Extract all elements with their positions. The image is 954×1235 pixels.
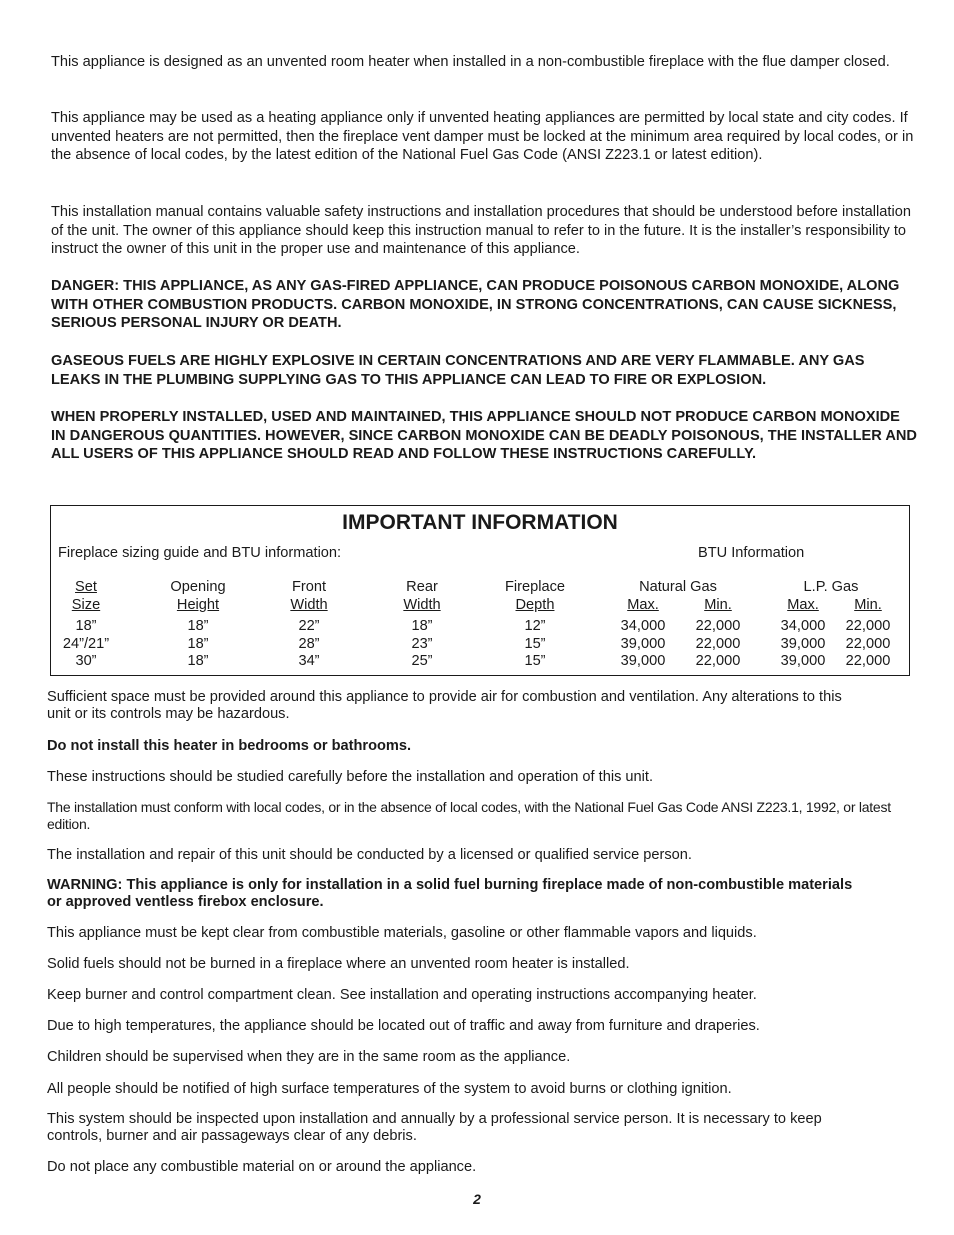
header-front-width: Front Width: [290, 579, 328, 613]
important-information-title: IMPORTANT INFORMATION: [342, 511, 618, 534]
header-lp-gas-min: Min.: [854, 596, 882, 613]
table-column-lp-gas-max: 34,000 39,000 39,000: [780, 618, 826, 669]
note-licensed-person: The installation and repair of this unit should be conducted by a licensed or qualified service person.: [47, 847, 692, 863]
table-column-natural-gas-min: 22,000 22,000 22,000: [695, 618, 741, 669]
header-set-size: Set Size: [71, 579, 101, 613]
note-surface-temperatures: All people should be notified of high surface temperatures of the system to avoid burns or clothing ignition.: [47, 1081, 732, 1097]
header-rear-width: Rear Width: [403, 579, 441, 613]
table-column-set-size: 18” 24”/21” 30”: [62, 618, 110, 669]
intro-paragraph-2: This appliance may be used as a heating appliance only if unvented heating appliances are permitted by local state and city codes. If unvented heaters are not permitted, then the fireplace vent damper must be locked at the minimum area required by local codes, or in the absence of local codes, by the latest edition of the National Fuel Gas Code (ANSI Z223.1 or latest edition).: [51, 110, 914, 164]
note-annual-inspection: This system should be inspected upon installation and annually by a professional service person. It is necessary to keep controls, burner and air passageways clear of any debris.: [47, 1111, 822, 1144]
note-local-codes: The installation must conform with local codes, or in the absence of local codes, with the National Fuel Gas Code ANSI Z223.1, 1992, or latest edition.: [47, 799, 891, 832]
note-no-bedrooms: Do not install this heater in bedrooms or bathrooms.: [47, 738, 412, 754]
page-number: 2: [473, 1191, 481, 1207]
note-combustible-clearance: This appliance must be kept clear from combustible materials, gasoline or other flammable vapors and liquids.: [47, 925, 757, 941]
table-column-rear-width: 18” 23” 25”: [411, 618, 433, 669]
table-column-natural-gas-max: 34,000 39,000 39,000: [620, 618, 666, 669]
table-column-front-width: 22” 28” 34”: [298, 618, 320, 669]
note-space-requirement: Sufficient space must be provided around this appliance to provide air for combustion and ventilation. Any alterations to this unit or its controls may be hazardous.: [47, 689, 842, 722]
note-high-temperatures: Due to high temperatures, the appliance should be located out of traffic and away from furniture and draperies.: [47, 1018, 760, 1034]
intro-paragraph-1: This appliance is designed as an unvented room heater when installed in a non-combustible fireplace with the flue damper closed.: [51, 54, 890, 70]
sizing-guide-label: Fireplace sizing guide and BTU information:: [58, 545, 342, 561]
header-opening-height: Opening Height: [170, 579, 226, 613]
important-information-box: [50, 505, 910, 676]
header-natural-gas-max: Max.: [627, 596, 659, 613]
note-study-instructions: These instructions should be studied carefully before the installation and operation of this unit.: [47, 769, 654, 785]
header-natural-gas-min: Min.: [704, 596, 732, 613]
table-column-lp-gas-min: 22,000 22,000 22,000: [845, 618, 891, 669]
note-children: Children should be supervised when they are in the same room as the appliance.: [47, 1049, 571, 1065]
carbon-monoxide-warning: WHEN PROPERLY INSTALLED, USED AND MAINTAINED, THIS APPLIANCE SHOULD NOT PRODUCE CARBON MONOXIDE IN DANGEROUS QUANTITIES. HOWEVER, SINCE CARBON MONOXIDE CAN BE DEADLY POISONOUS, THE INSTALLER AND ALL USERS OF THIS APPLIANCE SHOULD READ AND FOLLOW THESE INSTRUCTIONS CAREFULLY.: [51, 409, 917, 463]
note-solid-fuels: Solid fuels should not be burned in a fireplace where an unvented room heater is installed.: [47, 956, 630, 972]
natural-gas-label: Natural Gas: [639, 579, 717, 595]
explosive-warning: GASEOUS FUELS ARE HIGHLY EXPLOSIVE IN CERTAIN CONCENTRATIONS AND ARE VERY FLAMMABLE. ANY GAS LEAKS IN THE PLUMBING SUPPLYING GAS TO THIS APPLIANCE CAN LEAD TO FIRE OR EXPLOSION.: [51, 353, 865, 388]
table-column-fireplace-depth: 12” 15” 15”: [524, 618, 546, 669]
lp-gas-label: L.P. Gas: [803, 579, 859, 595]
table-column-opening-height: 18” 18” 18”: [187, 618, 209, 669]
intro-paragraph-3: This installation manual contains valuable safety instructions and installation procedures that should be understood before installation of the unit. The owner of this appliance should keep this instruction manual to refer to in the future. It is the installer’s responsibility to instruct the owner of this unit in the proper use and maintenance of this appliance.: [51, 204, 911, 258]
note-solid-fuel-warning: WARNING: This appliance is only for installation in a solid fuel burning fireplace made of non-combustible materials or approved ventless firebox enclosure.: [47, 877, 853, 910]
btu-information-label: BTU Information: [698, 545, 805, 561]
note-keep-clean: Keep burner and control compartment clean. See installation and operating instructions accompanying heater.: [47, 987, 757, 1003]
header-fireplace-depth: Fireplace Depth: [504, 579, 566, 613]
note-no-combustible-material: Do not place any combustible material on or around the appliance.: [47, 1159, 477, 1175]
header-lp-gas-max: Max.: [787, 596, 819, 613]
danger-warning: DANGER: THIS APPLIANCE, AS ANY GAS-FIRED APPLIANCE, CAN PRODUCE POISONOUS CARBON MONOXIDE, ALONG WITH OTHER COMBUSTION PRODUCTS. CARBON MONOXIDE, IN STRONG CONCENTRATIONS, CAN CAUSE SICKNESS, SERIOUS PERSONAL INJURY OR DEATH.: [51, 278, 900, 332]
